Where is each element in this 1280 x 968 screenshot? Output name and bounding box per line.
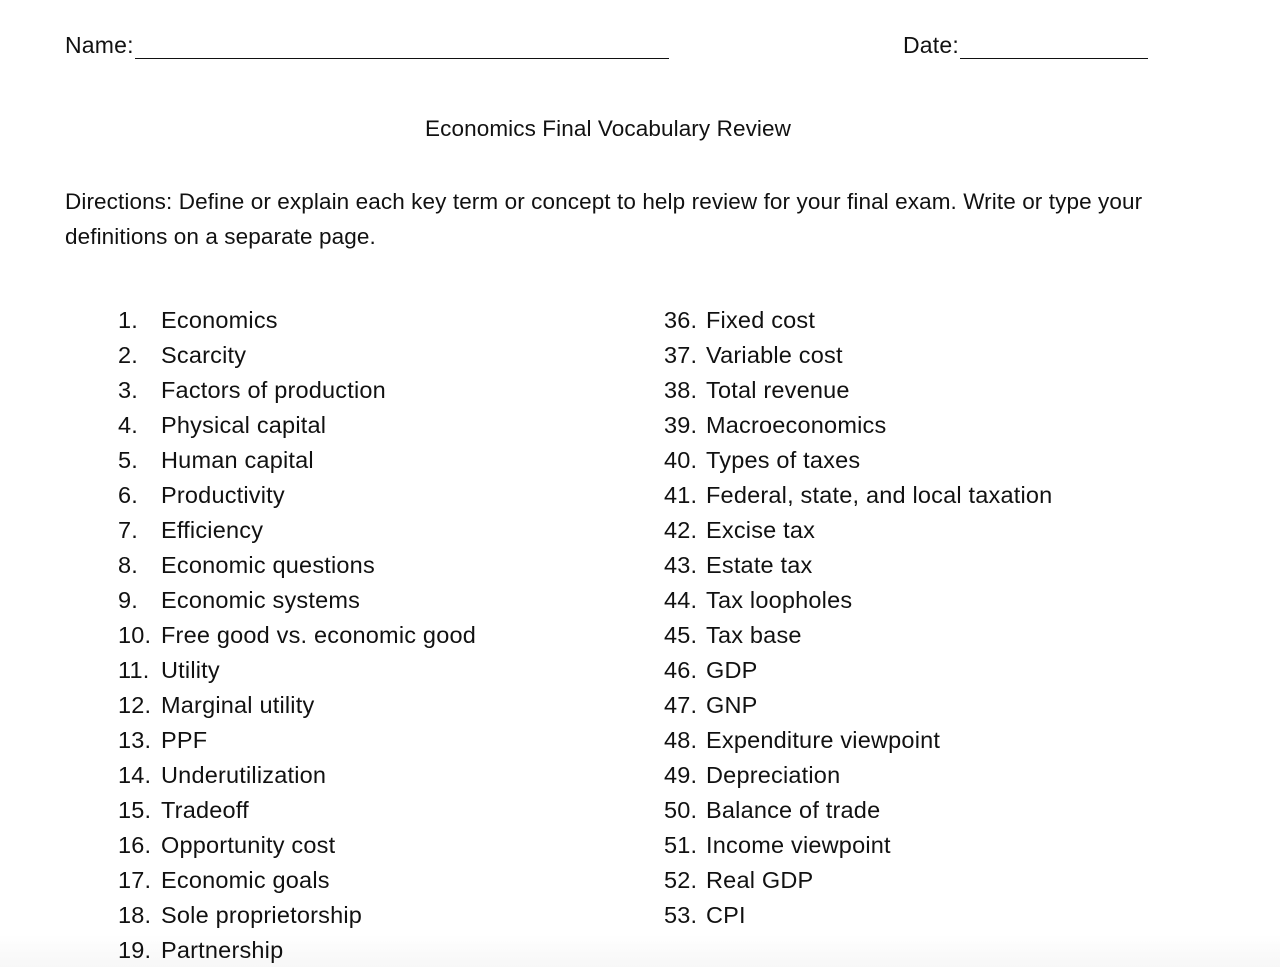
vocabulary-term-item xyxy=(118,408,476,443)
term-label: Estate tax xyxy=(706,552,813,578)
vocabulary-term-item xyxy=(664,618,1052,653)
term-label: Economic questions xyxy=(161,552,375,578)
vocabulary-term-item xyxy=(118,723,476,758)
term-label: Macroeconomics xyxy=(706,412,887,438)
vocabulary-list-left xyxy=(118,303,476,968)
term-label: Productivity xyxy=(161,482,285,508)
term-number: 36. xyxy=(664,307,698,333)
term-label: Tax base xyxy=(706,622,802,648)
term-number: 10. xyxy=(118,622,152,648)
term-label: Expenditure viewpoint xyxy=(706,727,941,753)
term-number: 9. xyxy=(118,587,138,613)
vocabulary-term-item xyxy=(664,513,1052,548)
date-label: Date: xyxy=(903,32,959,58)
vocabulary-term-item xyxy=(118,793,476,828)
term-label: Utility xyxy=(161,657,220,683)
vocabulary-term-item xyxy=(664,373,1052,408)
vocabulary-list-right xyxy=(664,303,1052,933)
term-label: Scarcity xyxy=(161,342,247,368)
vocabulary-term-item xyxy=(118,443,476,478)
term-number: 47. xyxy=(664,692,698,718)
term-label: Balance of trade xyxy=(706,797,881,823)
vocabulary-term-item xyxy=(118,933,476,968)
term-number: 5. xyxy=(118,447,138,473)
vocabulary-term-item xyxy=(118,478,476,513)
term-number: 15. xyxy=(118,797,152,823)
vocabulary-term-item xyxy=(118,758,476,793)
term-number: 37. xyxy=(664,342,698,368)
document-title: Economics Final Vocabulary Review xyxy=(425,116,791,141)
term-label: Human capital xyxy=(161,447,314,473)
term-label: Tradeoff xyxy=(161,797,249,823)
term-number: 7. xyxy=(118,517,138,543)
vocabulary-term-item xyxy=(118,618,476,653)
term-label: Economics xyxy=(161,307,278,333)
directions-text: Directions: Define or explain each key term or concept to help review for your final exam. Write or type your definitions on a separate page. xyxy=(65,189,1143,249)
vocabulary-term-item xyxy=(664,303,1052,338)
vocabulary-term-item xyxy=(664,828,1052,863)
vocabulary-term-item xyxy=(664,443,1052,478)
name-label: Name: xyxy=(65,32,134,58)
vocabulary-term-item xyxy=(664,478,1052,513)
term-label: Federal, state, and local taxation xyxy=(706,482,1053,508)
term-number: 2. xyxy=(118,342,138,368)
term-label: Opportunity cost xyxy=(161,832,336,858)
term-number: 43. xyxy=(664,552,698,578)
term-number: 48. xyxy=(664,727,698,753)
vocabulary-term-item xyxy=(118,688,476,723)
term-number: 6. xyxy=(118,482,138,508)
term-label: Variable cost xyxy=(706,342,843,368)
term-number: 51. xyxy=(664,832,698,858)
term-number: 16. xyxy=(118,832,152,858)
date-blank-line[interactable] xyxy=(960,34,1148,59)
term-label: GNP xyxy=(706,692,758,718)
term-number: 4. xyxy=(118,412,138,438)
term-number: 11. xyxy=(118,657,150,683)
term-number: 18. xyxy=(118,902,152,928)
term-label: Types of taxes xyxy=(706,447,861,473)
term-number: 42. xyxy=(664,517,698,543)
vocabulary-term-item xyxy=(664,723,1052,758)
vocabulary-term-item xyxy=(118,898,476,933)
term-label: Income viewpoint xyxy=(706,832,891,858)
term-number: 3. xyxy=(118,377,138,403)
vocabulary-term-item xyxy=(118,583,476,618)
term-number: 14. xyxy=(118,762,152,788)
term-number: 13. xyxy=(118,727,152,753)
vocabulary-term-item xyxy=(664,338,1052,373)
term-number: 19. xyxy=(118,937,152,963)
vocabulary-term-item xyxy=(118,303,476,338)
vocabulary-term-item xyxy=(664,408,1052,443)
term-label: Economic goals xyxy=(161,867,330,893)
term-label: Real GDP xyxy=(706,867,814,893)
term-number: 41. xyxy=(664,482,698,508)
term-number: 46. xyxy=(664,657,698,683)
vocabulary-term-item xyxy=(118,548,476,583)
term-number: 44. xyxy=(664,587,698,613)
vocabulary-term-item xyxy=(664,653,1052,688)
term-number: 50. xyxy=(664,797,698,823)
term-label: Partnership xyxy=(161,937,284,963)
term-label: Total revenue xyxy=(706,377,850,403)
vocabulary-term-item xyxy=(664,548,1052,583)
term-label: CPI xyxy=(706,902,746,928)
vocabulary-term-item xyxy=(118,828,476,863)
term-label: Economic systems xyxy=(161,587,361,613)
term-number: 17. xyxy=(118,867,152,893)
term-label: Factors of production xyxy=(161,377,386,403)
term-number: 12. xyxy=(118,692,152,718)
vocabulary-term-item xyxy=(664,583,1052,618)
term-number: 8. xyxy=(118,552,138,578)
date-field[interactable] xyxy=(903,32,1148,59)
name-blank-line[interactable] xyxy=(135,34,669,59)
term-number: 49. xyxy=(664,762,698,788)
term-label: Depreciation xyxy=(706,762,841,788)
vocabulary-term-item xyxy=(664,863,1052,898)
term-label: GDP xyxy=(706,657,758,683)
vocabulary-term-item xyxy=(664,793,1052,828)
name-field[interactable] xyxy=(65,32,669,59)
term-label: Fixed cost xyxy=(706,307,816,333)
term-label: PPF xyxy=(161,727,208,753)
term-number: 53. xyxy=(664,902,698,928)
term-number: 38. xyxy=(664,377,698,403)
header-fields xyxy=(65,32,1150,62)
term-label: Tax loopholes xyxy=(706,587,853,613)
vocabulary-term-item xyxy=(118,653,476,688)
term-number: 1. xyxy=(118,307,138,333)
vocabulary-term-item xyxy=(118,863,476,898)
term-number: 40. xyxy=(664,447,698,473)
term-number: 39. xyxy=(664,412,698,438)
term-number: 52. xyxy=(664,867,698,893)
vocabulary-term-item xyxy=(118,513,476,548)
vocabulary-term-item xyxy=(118,338,476,373)
vocabulary-term-item xyxy=(664,688,1052,723)
vocabulary-term-item xyxy=(664,898,1052,933)
term-label: Underutilization xyxy=(161,762,327,788)
term-label: Free good vs. economic good xyxy=(161,622,476,648)
term-label: Excise tax xyxy=(706,517,816,543)
term-label: Efficiency xyxy=(161,517,264,543)
term-number: 45. xyxy=(664,622,698,648)
vocabulary-term-item xyxy=(118,373,476,408)
term-label: Physical capital xyxy=(161,412,327,438)
vocabulary-term-item xyxy=(664,758,1052,793)
term-label: Sole proprietorship xyxy=(161,902,363,928)
term-label: Marginal utility xyxy=(161,692,315,718)
